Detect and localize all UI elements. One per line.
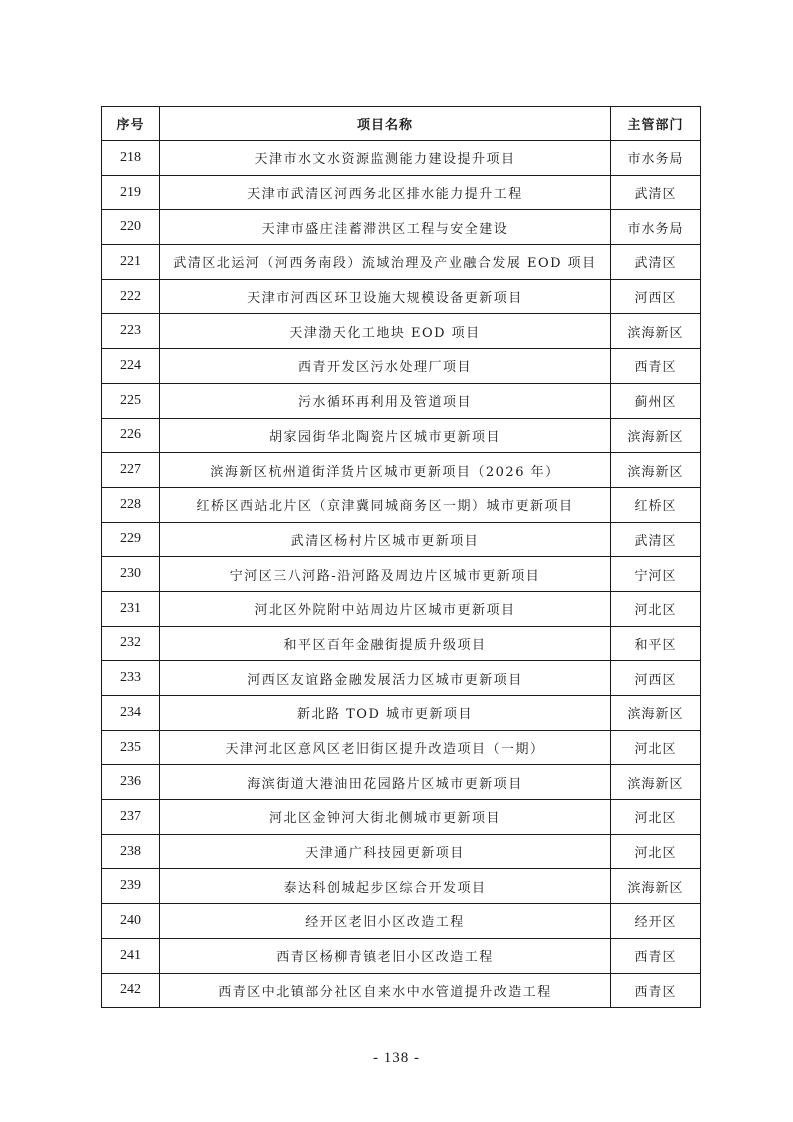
table-row [102,730,701,765]
cell-project-name: 武清区北运河（河西务南段）流域治理及产业融合发展 EOD 项目 [160,245,611,280]
table-row [102,557,701,592]
cell-project-name: 污水循环再利用及管道项目 [160,383,611,418]
cell-project-name: 西青开发区污水处理厂项目 [160,349,611,384]
cell-index: 220 [102,210,160,245]
cell-index: 241 [102,938,160,973]
cell-department: 滨海新区 [611,314,701,349]
table-row [102,522,701,557]
cell-department: 河北区 [611,834,701,869]
cell-project-name: 天津市盛庄洼蓄滞洪区工程与安全建设 [160,210,611,245]
cell-department: 滨海新区 [611,869,701,904]
cell-index: 239 [102,869,160,904]
cell-index: 238 [102,834,160,869]
cell-project-name: 经开区老旧小区改造工程 [160,904,611,939]
cell-index: 240 [102,904,160,939]
cell-project-name: 和平区百年金融街提质升级项目 [160,626,611,661]
cell-index: 223 [102,314,160,349]
cell-project-name: 宁河区三八河路-沿河路及周边片区城市更新项目 [160,557,611,592]
cell-department: 蓟州区 [611,383,701,418]
cell-project-name: 天津通广科技园更新项目 [160,834,611,869]
cell-department: 河北区 [611,730,701,765]
table-row [102,418,701,453]
header-project-name: 项目名称 [160,107,611,141]
cell-index: 232 [102,626,160,661]
cell-index: 233 [102,661,160,696]
table-row [102,973,701,1008]
cell-project-name: 海滨街道大港油田花园路片区城市更新项目 [160,765,611,800]
cell-project-name: 滨海新区杭州道街洋货片区城市更新项目（2026 年） [160,453,611,488]
cell-department: 红桥区 [611,487,701,522]
table-row [102,349,701,384]
cell-index: 231 [102,591,160,626]
project-table [101,106,701,1008]
cell-department: 市水务局 [611,141,701,176]
table-row [102,453,701,488]
table-row [102,383,701,418]
cell-index: 224 [102,349,160,384]
cell-project-name: 新北路 TOD 城市更新项目 [160,696,611,731]
table-header-row [102,107,701,141]
table-row [102,834,701,869]
cell-department: 经开区 [611,904,701,939]
cell-project-name: 天津渤天化工地块 EOD 项目 [160,314,611,349]
cell-department: 滨海新区 [611,765,701,800]
cell-project-name: 武清区杨村片区城市更新项目 [160,522,611,557]
cell-department: 武清区 [611,245,701,280]
table-row [102,175,701,210]
table-row [102,904,701,939]
cell-department: 滨海新区 [611,696,701,731]
cell-department: 武清区 [611,175,701,210]
cell-index: 226 [102,418,160,453]
cell-department: 西青区 [611,973,701,1008]
cell-department: 河西区 [611,661,701,696]
cell-project-name: 西青区杨柳青镇老旧小区改造工程 [160,938,611,973]
cell-project-name: 天津市河西区环卫设施大规模设备更新项目 [160,279,611,314]
cell-index: 227 [102,453,160,488]
cell-index: 218 [102,141,160,176]
cell-index: 234 [102,696,160,731]
cell-department: 和平区 [611,626,701,661]
page-number: - 138 - [373,1050,420,1066]
cell-index: 225 [102,383,160,418]
cell-index: 242 [102,973,160,1008]
cell-department: 滨海新区 [611,453,701,488]
table-row [102,696,701,731]
table-row [102,314,701,349]
cell-department: 市水务局 [611,210,701,245]
cell-project-name: 天津市武清区河西务北区排水能力提升工程 [160,175,611,210]
cell-index: 222 [102,279,160,314]
cell-index: 228 [102,487,160,522]
table-row [102,245,701,280]
table-row [102,210,701,245]
cell-project-name: 天津河北区意风区老旧街区提升改造项目（一期） [160,730,611,765]
header-index: 序号 [102,107,160,141]
table-row [102,141,701,176]
table-row [102,279,701,314]
cell-index: 237 [102,800,160,835]
table-body [102,141,701,1008]
table-row [102,765,701,800]
table-row [102,661,701,696]
cell-project-name: 河北区外院附中站周边片区城市更新项目 [160,591,611,626]
table-row [102,487,701,522]
cell-department: 武清区 [611,522,701,557]
cell-department: 河北区 [611,800,701,835]
cell-project-name: 泰达科创城起步区综合开发项目 [160,869,611,904]
cell-department: 西青区 [611,938,701,973]
cell-project-name: 西青区中北镇部分社区自来水中水管道提升改造工程 [160,973,611,1008]
table-row [102,800,701,835]
cell-project-name: 胡家园街华北陶瓷片区城市更新项目 [160,418,611,453]
cell-index: 236 [102,765,160,800]
table-row [102,938,701,973]
cell-department: 河西区 [611,279,701,314]
cell-index: 229 [102,522,160,557]
cell-index: 221 [102,245,160,280]
cell-index: 230 [102,557,160,592]
header-department: 主管部门 [611,107,701,141]
cell-project-name: 河北区金钟河大街北侧城市更新项目 [160,800,611,835]
cell-department: 滨海新区 [611,418,701,453]
cell-index: 219 [102,175,160,210]
cell-department: 西青区 [611,349,701,384]
cell-project-name: 河西区友谊路金融发展活力区城市更新项目 [160,661,611,696]
cell-project-name: 天津市水文水资源监测能力建设提升项目 [160,141,611,176]
cell-department: 河北区 [611,591,701,626]
cell-project-name: 红桥区西站北片区（京津冀同城商务区一期）城市更新项目 [160,487,611,522]
table-row [102,626,701,661]
cell-department: 宁河区 [611,557,701,592]
table-row [102,591,701,626]
cell-index: 235 [102,730,160,765]
table-row [102,869,701,904]
